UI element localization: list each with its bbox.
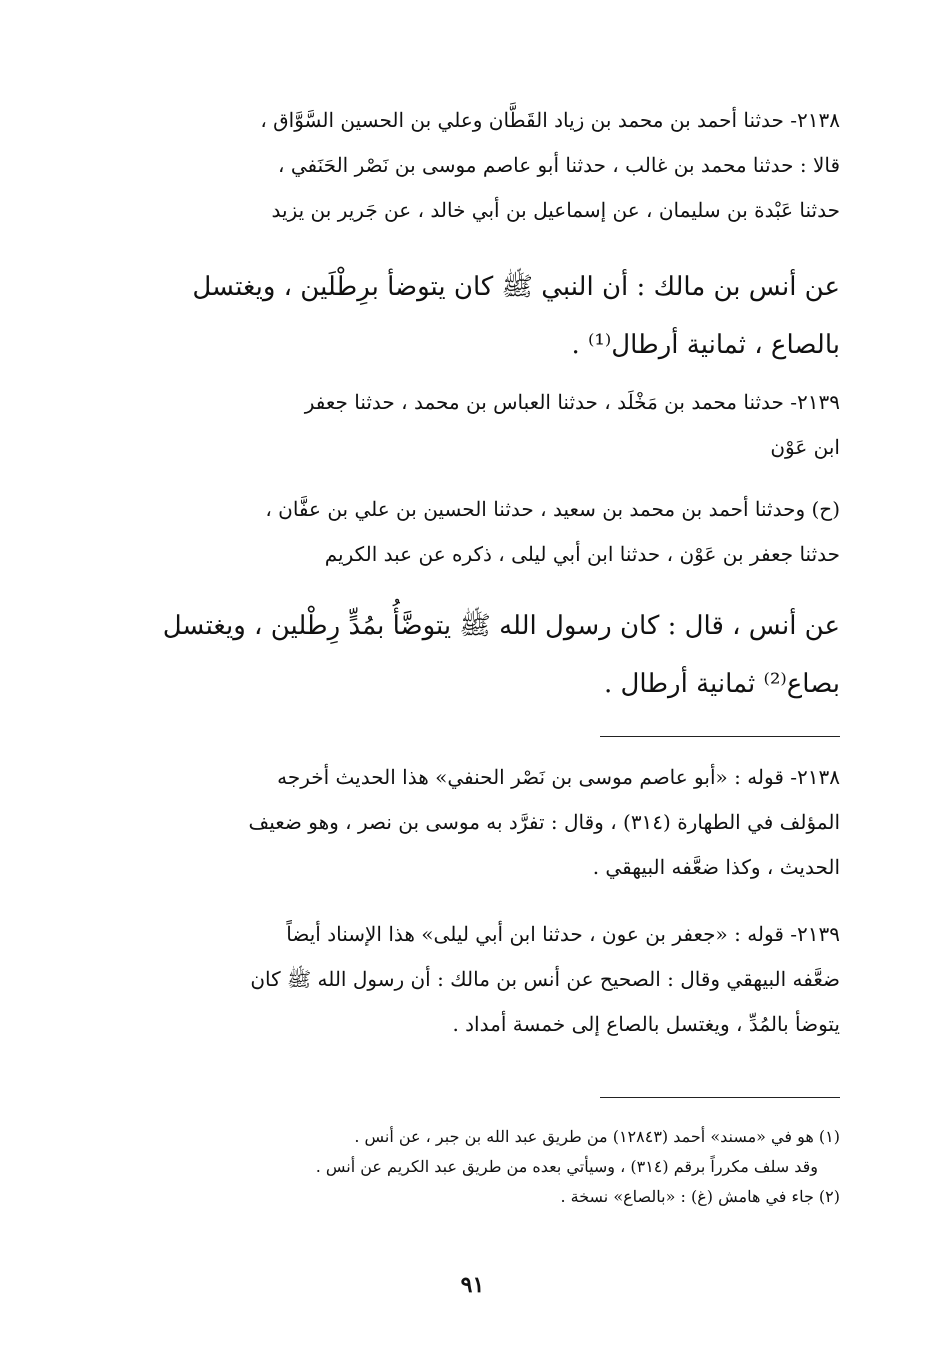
text-line: حدثنا جعفر بن عَوْن ، حدثنا ابن أبي ليلى ، ذكره عن عبد الكريم — [324, 542, 840, 566]
text-line: بصاع⁽²⁾ ثمانية أرطال . — [604, 669, 840, 699]
footnotes — [220, 1122, 840, 1212]
page-number: ٩١ — [460, 1272, 485, 1298]
text-line: قالا : حدثنا محمد بن غالب ، حدثنا أبو عاصم موسى بن نَصْر الحَنَفي ، — [278, 153, 840, 177]
hadith-2139-isnad — [130, 380, 840, 470]
footnote-divider — [600, 1097, 840, 1098]
text-line: الحديث ، وكذا ضعَّفه البيهقي . — [592, 855, 840, 879]
text-line: ابن عَوْن — [770, 435, 840, 459]
commentary-2139 — [130, 912, 840, 1047]
text-line: (ح) وحدثنا أحمد بن محمد بن سعيد ، حدثنا الحسين بن علي بن عفَّان ، — [265, 497, 840, 521]
footnote-2: (٢) جاء في هامش (غ) : «بالصاع» نسخة . — [560, 1187, 840, 1206]
text-line: عن أنس ، قال : كان رسول الله ﷺ يتوضَّأُ بمُدٍّ رِطْلين ، ويغتسل — [162, 611, 840, 641]
text-line: حدثنا عَبْدة بن سليمان ، عن إسماعيل بن أبي خالد ، عن جَرير بن يزيد — [271, 198, 840, 222]
text-line: ضعَّفه البيهقي وقال : الصحيح عن أنس بن مالك : أن رسول الله ﷺ كان — [250, 967, 840, 991]
text-line: ٢١٣٨- قوله : «أبو عاصم موسى بن نَصْر الحنفي» هذا الحديث أخرجه — [277, 765, 840, 789]
text-line: يتوضأ بالمُدِّ ، ويغتسل بالصاع إلى خمسة أمداد . — [452, 1012, 840, 1036]
hadith-2138-isnad — [130, 98, 840, 233]
text-line: ٢١٣٩- حدثنا محمد بن مَخْلَد ، حدثنا العباس بن محمد ، حدثنا جعفر — [304, 390, 840, 414]
hadith-2138-matn — [130, 258, 840, 374]
text-line: ٢١٣٩- قوله : «جعفر بن عون ، حدثنا ابن أبي ليلى» هذا الإسناد أيضاً — [286, 922, 840, 946]
text-line: عن أنس بن مالك : أن النبي ﷺ كان يتوضأ برِطْلَين ، ويغتسل — [192, 272, 840, 302]
text-line: بالصاع ، ثمانية أرطال⁽¹⁾ . — [571, 330, 840, 360]
text-line: المؤلف في الطهارة (٣١٤) ، وقال : تفرَّد به موسى بن نصر ، وهو ضعيف — [248, 810, 840, 834]
section-divider — [600, 736, 840, 737]
footnote-1-continued: وقد سلف مكرراً برقم (٣١٤) ، وسيأتي بعده من طريق عبد الكريم عن أنس . — [315, 1157, 818, 1176]
hadith-2139-isnad-alt — [130, 487, 840, 577]
text-line: ٢١٣٨- حدثنا أحمد بن محمد بن زياد القَطَّان وعلي بن الحسين السَّوَّاق ، — [260, 108, 840, 132]
footnote-1: (١) هو في «مسند» أحمد (١٢٨٤٣) من طريق عبد الله بن جبر ، عن أنس . — [354, 1127, 840, 1146]
hadith-2139-matn — [130, 597, 840, 713]
commentary-2138 — [130, 755, 840, 890]
